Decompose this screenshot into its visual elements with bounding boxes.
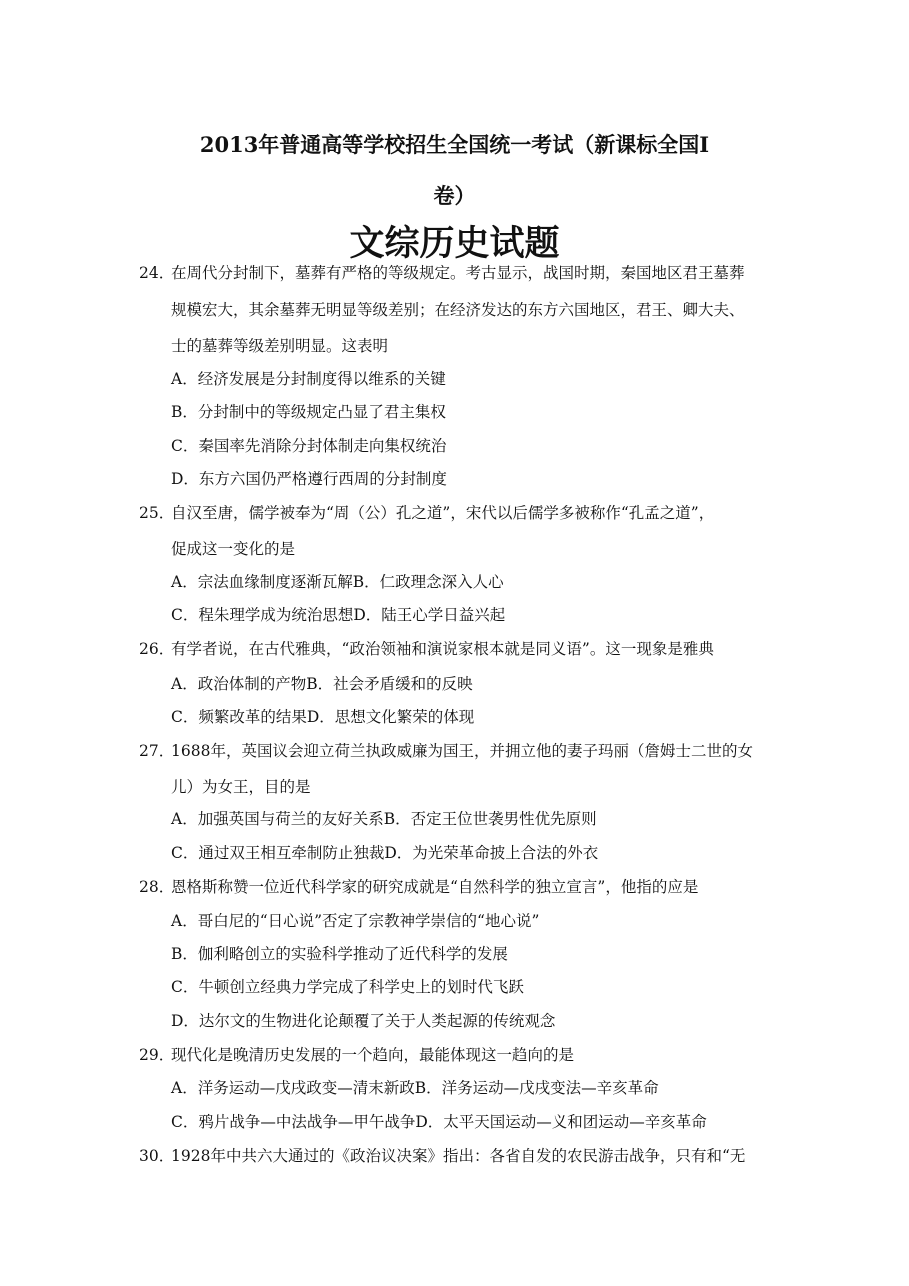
question-number-25: 25． — [139, 504, 175, 522]
question-stem-line: 规模宏大，其余墓葬无明显等级差别；在经济发达的东方六国地区，君王、卿大夫、 — [171, 301, 745, 319]
question-number-30: 30． — [139, 1147, 175, 1165]
question-stem-line: 士的墓葬等级差别明显。这表明 — [171, 337, 389, 355]
exam-title-line2: 卷） — [433, 183, 476, 208]
question-stem-line: 有学者说，在古代雅典，“政治领袖和演说家根本就是同义语”。这一现象是雅典 — [171, 640, 714, 658]
question-option: C．程朱理学成为统治思想D．陆王心学日益兴起 — [171, 606, 506, 624]
question-stem-line: 恩格斯称赞一位近代科学家的研究成就是“自然科学的独立宣言”，他指的应是 — [171, 878, 699, 896]
question-option: A．洋务运动—戊戌政变—清末新政B．洋务运动—戊戌变法—辛亥革命 — [171, 1079, 659, 1097]
question-option: A．政治体制的产物B．社会矛盾缓和的反映 — [171, 675, 473, 693]
question-number-28: 28． — [139, 878, 175, 896]
question-option: B．伽利略创立的实验科学推动了近代科学的发展 — [171, 945, 508, 963]
exam-subtitle: 文综历史试题 — [349, 224, 560, 264]
question-option: A．哥白尼的“日心说”否定了宗教神学崇信的“地心说” — [171, 912, 540, 930]
question-number-27: 27． — [139, 742, 175, 760]
question-option: C．秦国率先消除分封体制走向集权统治 — [171, 437, 447, 455]
question-number-24: 24． — [139, 264, 175, 282]
question-option: A．宗法血缘制度逐渐瓦解B．仁政理念深入人心 — [171, 573, 504, 591]
question-stem-line: 儿）为女王，目的是 — [171, 778, 311, 796]
question-option: A．经济发展是分封制度得以维系的关键 — [171, 370, 446, 388]
question-stem-line: 现代化是晚清历史发展的一个趋向，最能体现这一趋向的是 — [171, 1046, 575, 1064]
question-option: C．通过双王相互牵制防止独裁D．为光荣革命披上合法的外衣 — [171, 844, 599, 862]
question-number-26: 26． — [139, 640, 175, 658]
question-stem-line: 在周代分封制下，墓葬有严格的等级规定。考古显示，战国时期，秦国地区君王墓葬 — [171, 264, 745, 282]
exam-title-line1: 2013年普通高等学校招生全国统一考试（新课标全国Ⅰ — [199, 132, 710, 157]
question-option: B．分封制中的等级规定凸显了君主集权 — [171, 403, 446, 421]
question-option: D．东方六国仍严格遵行西周的分封制度 — [171, 470, 447, 488]
question-stem-line: 促成这一变化的是 — [171, 540, 296, 558]
question-option: C．频繁改革的结果D．思想文化繁荣的体现 — [171, 708, 475, 726]
question-option: C．鸦片战争—中法战争—甲午战争D．太平天国运动—义和团运动—辛亥革命 — [171, 1113, 707, 1131]
question-stem-line: 1688年，英国议会迎立荷兰执政威廉为国王，并拥立他的妻子玛丽（詹姆士二世的女 — [171, 742, 753, 760]
question-stem-line: 1928年中共六大通过的《政治议决案》指出：各省自发的农民游击战争，只有和“无 — [171, 1147, 746, 1165]
question-stem-line: 自汉至唐，儒学被奉为“周（公）孔之道”，宋代以后儒学多被称作“孔孟之道”， — [171, 504, 715, 522]
question-option: C．牛顿创立经典力学完成了科学史上的划时代飞跃 — [171, 978, 524, 996]
question-number-29: 29． — [139, 1046, 175, 1064]
question-option: A．加强英国与荷兰的友好关系B．否定王位世袭男性优先原则 — [171, 810, 597, 828]
question-option: D．达尔文的生物进化论颠覆了关于人类起源的传统观念 — [171, 1012, 556, 1030]
